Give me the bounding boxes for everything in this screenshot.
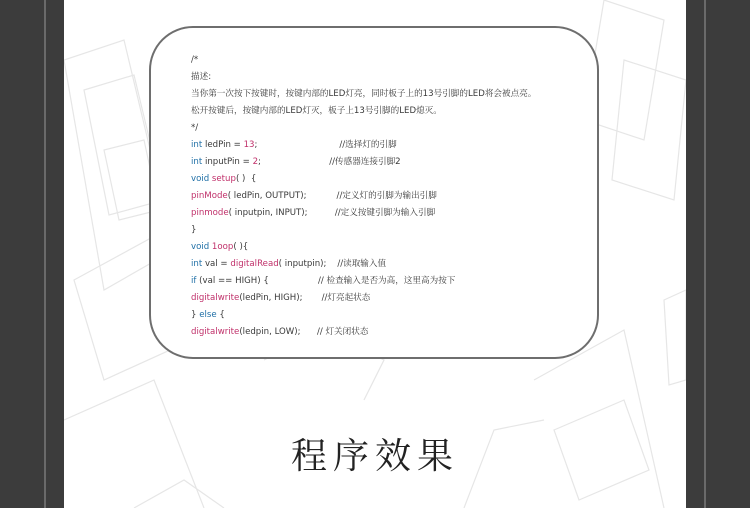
code-token: ( ) {: [235, 174, 257, 184]
code-token: int: [191, 259, 203, 269]
code-token: void: [191, 174, 210, 184]
code-token: */: [191, 123, 199, 133]
code-token: 松开按键后，按键内部的LED灯灭，板子上13号引脚的LED熄灭。: [191, 106, 442, 116]
code-token: /*: [191, 55, 199, 65]
section-title: 程序效果: [290, 436, 459, 477]
code-token: 描述:: [191, 72, 212, 82]
code-line: [191, 69, 536, 86]
left-dark-border: [0, 0, 64, 508]
code-line: [191, 307, 536, 324]
code-line: [191, 86, 536, 103]
code-token: ; //选择灯的引脚: [254, 140, 397, 150]
code-line: [191, 239, 536, 256]
code-token: inputPin =: [202, 157, 253, 167]
left-border-stripe: [44, 0, 46, 508]
code-token: digitalwrite: [191, 293, 240, 303]
code-line: [191, 137, 536, 154]
code-token: ; //传感器连接引脚2: [258, 157, 401, 167]
code-token: 当你第一次按下按键时，按键内部的LED灯亮，同时板子上的13号引脚的LED将会被点亮。: [191, 89, 537, 99]
code-token: setup: [211, 174, 236, 184]
code-line: [191, 171, 536, 188]
code-token: ( inputpin, INPUT); //定义按键引脚为输入引脚: [228, 208, 436, 218]
code-token: ( ledPin, OUTPUT); //定义灯的引脚为输出引脚: [227, 191, 437, 201]
code-token: 13: [243, 140, 255, 150]
code-line: [191, 52, 536, 69]
code-token: void: [191, 242, 210, 252]
code-token: ( inputpin); //读取输入值: [278, 259, 387, 269]
code-token: 2: [252, 157, 259, 167]
code-line: [191, 188, 536, 205]
code-token: if: [191, 276, 197, 286]
code-token: digitalwrite: [191, 327, 240, 337]
code-line: [191, 120, 536, 137]
code-token: }: [191, 225, 197, 235]
code-token: int: [191, 157, 203, 167]
code-token: val =: [202, 259, 231, 269]
code-line: [191, 290, 536, 307]
code-token: (ledpin, LOW); // 灯关闭状态: [239, 327, 369, 337]
code-line: [191, 103, 536, 120]
code-line: [191, 205, 536, 222]
code-line: [191, 273, 536, 290]
code-line: [191, 324, 536, 341]
content-sheet: [64, 0, 686, 508]
code-token: ledPin =: [202, 140, 244, 150]
right-border-stripe: [704, 0, 706, 508]
code-line: [191, 154, 536, 171]
code-token: else: [199, 310, 217, 320]
code-token: (val == HIGH) { // 检查输入是否为高，这里高为按下: [196, 276, 456, 286]
code-token: }: [191, 310, 200, 320]
code-token: int: [191, 140, 203, 150]
code-line: [191, 222, 536, 239]
code-token: 1oop: [211, 242, 234, 252]
code-block: [191, 52, 536, 341]
code-token: (ledPin, HIGH); //灯亮起状态: [239, 293, 371, 303]
code-token: {: [216, 310, 225, 320]
right-dark-border: [686, 0, 750, 508]
code-token: ( ){: [233, 242, 249, 252]
code-token: digitalRead: [230, 259, 279, 269]
code-token: pinMode: [191, 191, 228, 201]
code-token: pinmode: [191, 208, 229, 218]
code-line: [191, 256, 536, 273]
code-card: [149, 26, 599, 359]
